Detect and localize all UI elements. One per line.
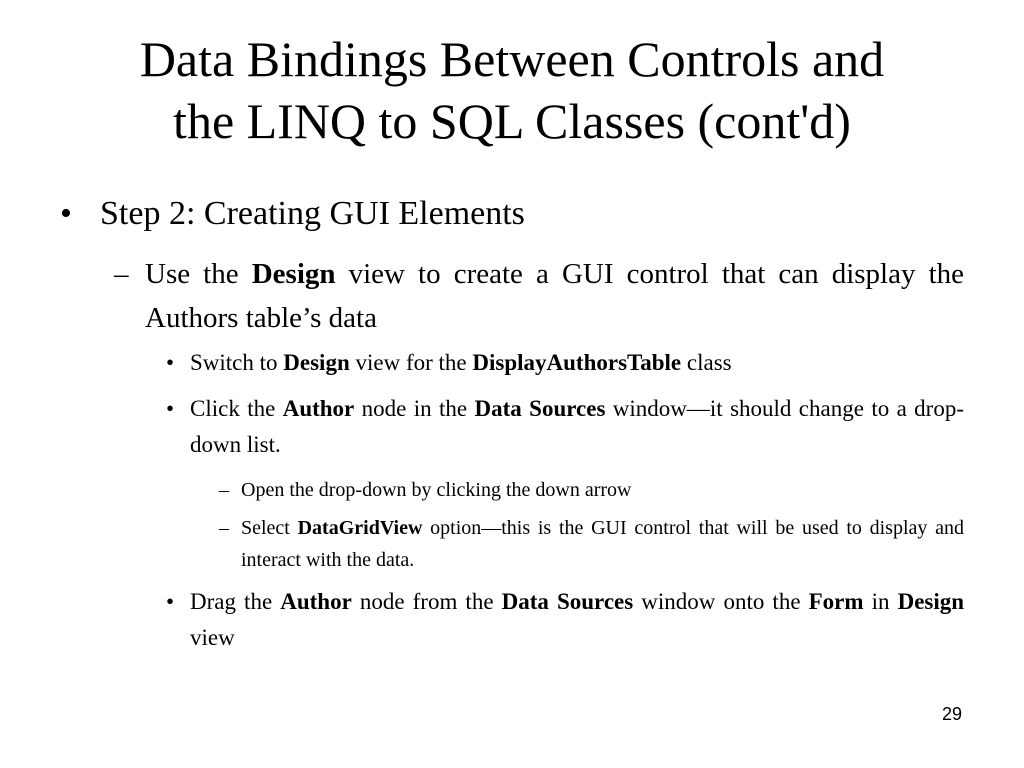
text-run: Select [241, 517, 298, 539]
text-run: node in the [354, 396, 475, 421]
bold-run: DisplayAuthorsTable [472, 350, 682, 375]
bold-run: Data Sources [474, 396, 606, 421]
bold-run: Form [808, 589, 864, 614]
subbullet-text [145, 252, 964, 340]
subitem-text: Open the drop-down by clicking the down arrow [241, 479, 632, 501]
item-drag-author-node [166, 584, 964, 656]
text-run: Switch to [190, 350, 284, 375]
text-run: Click the [190, 396, 283, 421]
slide-title [30, 28, 994, 152]
text-run: Use the [145, 258, 252, 290]
text-run: view for the [349, 350, 473, 375]
text-run: view to create a GUI control that can display the Authors table’s data [145, 258, 965, 334]
slide-title-line-2: the LINQ to SQL Classes (cont'd) [173, 93, 851, 149]
text-run: node from the [351, 589, 502, 614]
bullet-marker: • [60, 195, 72, 232]
item-text [190, 391, 964, 463]
item-text [190, 345, 964, 381]
bold-run: Author [280, 589, 352, 614]
item-click-author-node [166, 391, 964, 463]
bold-run: Design [897, 589, 965, 614]
bullet-step-2 [60, 192, 964, 236]
item-text [190, 584, 964, 656]
page-number: 29 [941, 704, 962, 724]
text-run: in [863, 589, 898, 614]
text-run: option—this is the GUI control that will be used to display and interact with the data. [241, 517, 965, 571]
bold-run: Data Sources [501, 589, 634, 614]
bullet-marker: • [166, 350, 175, 375]
text-run: class [681, 350, 732, 375]
dash-marker: – [114, 258, 129, 290]
bullet-marker: • [166, 589, 175, 614]
dash-marker: – [219, 517, 229, 539]
subitem-text [241, 512, 964, 576]
bold-run: DataGridView [297, 517, 423, 539]
subbullet-design-view [114, 252, 964, 340]
bold-run: Author [282, 396, 355, 421]
item-switch-design-view [166, 345, 964, 381]
bullet-marker: • [166, 396, 175, 421]
bold-run: Design [251, 258, 336, 290]
text-run: Drag the [190, 589, 281, 614]
text-run: view [190, 625, 235, 650]
bullet-text: Step 2: Creating GUI Elements [100, 195, 525, 232]
subitem-select-datagridview [219, 512, 964, 576]
slide-title-line-1: Data Bindings Between Controls and [139, 31, 885, 87]
subitem-open-dropdown [219, 474, 964, 506]
dash-marker: – [219, 479, 229, 501]
text-run: window onto the [633, 589, 809, 614]
bold-run: Design [283, 350, 350, 375]
text-run: window—it should change to a drop-down list. [190, 396, 965, 457]
